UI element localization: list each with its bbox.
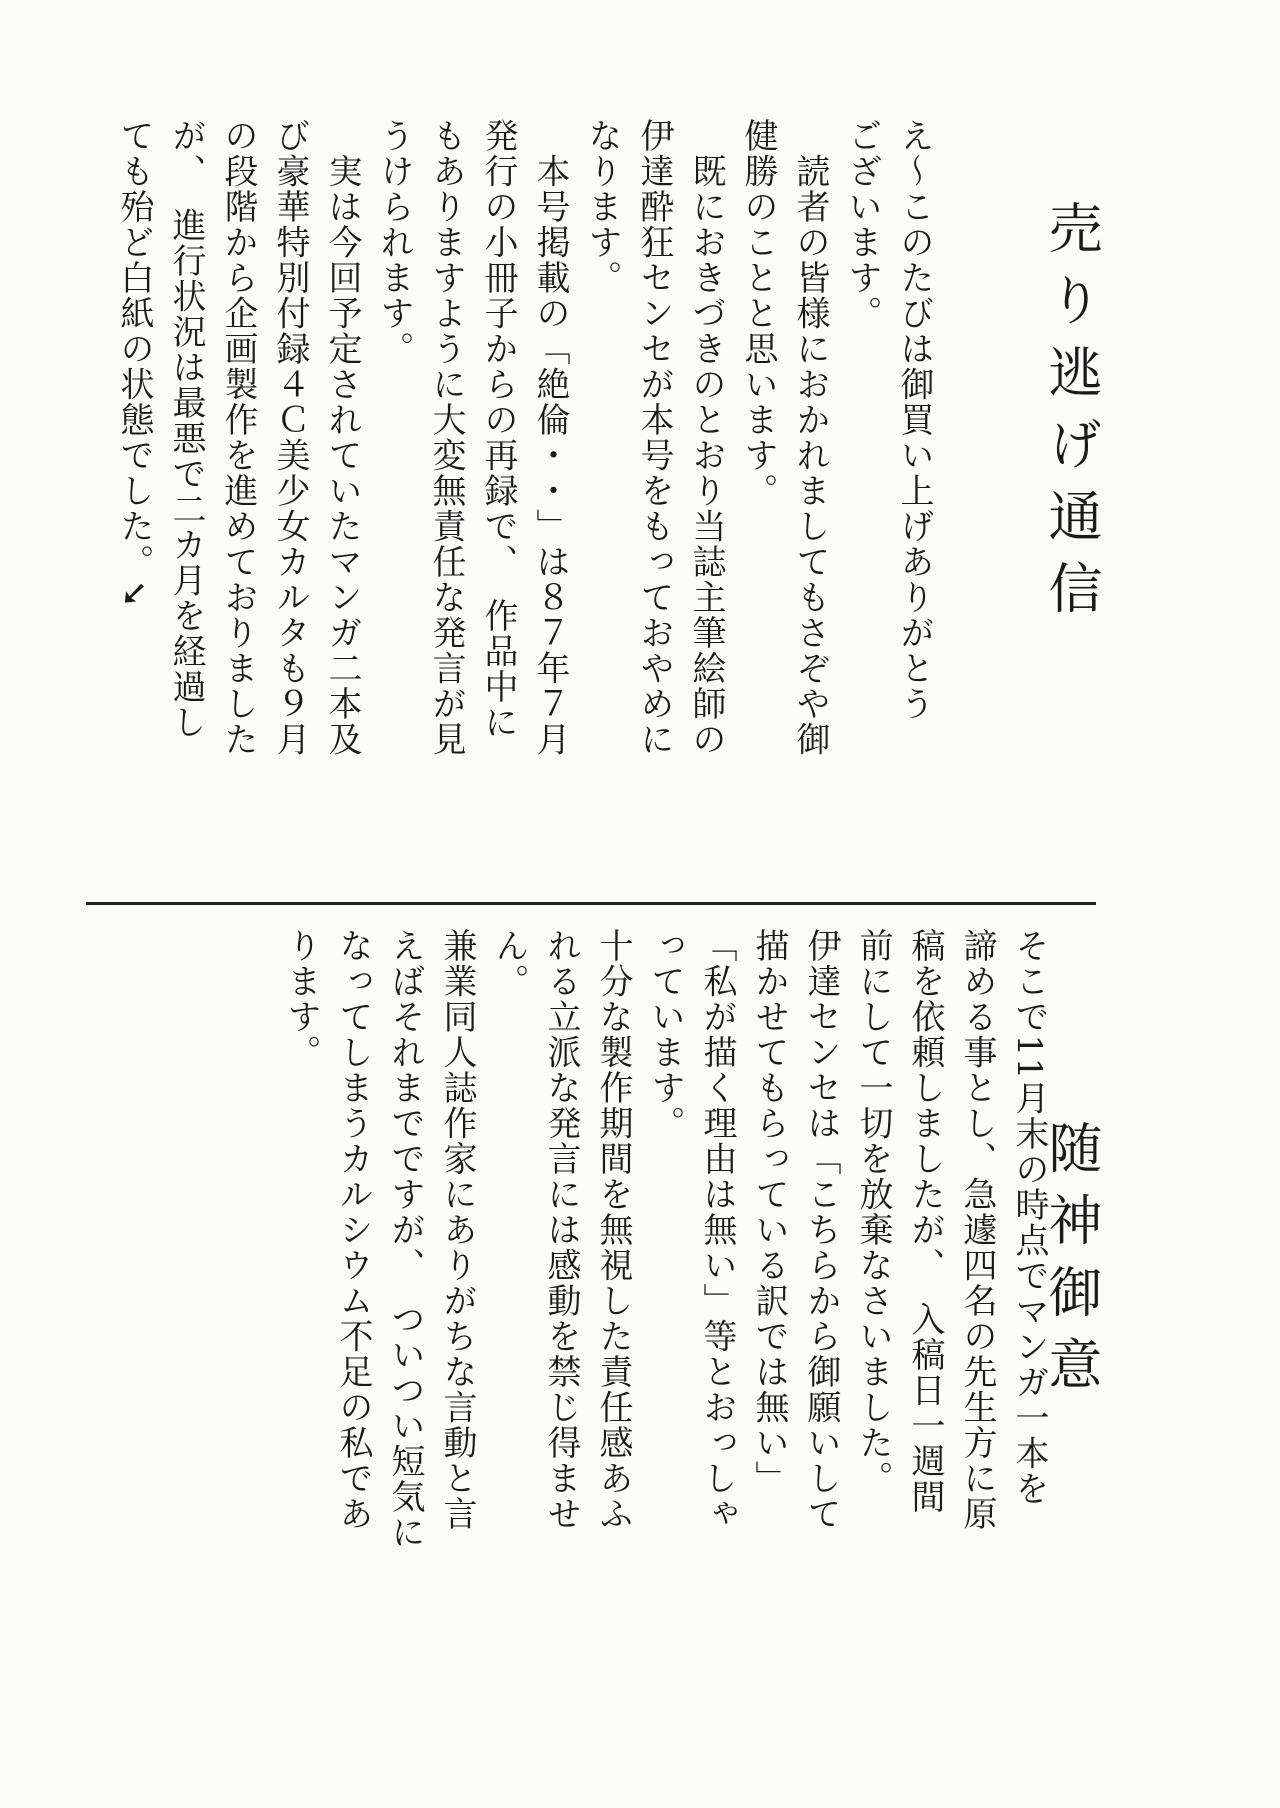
text-line: なってしまうカルシウム不足の私であ <box>333 928 373 1532</box>
text-line: 諦める事とし、急遽四名の先生方に原 <box>957 928 997 1532</box>
text-line: 本号掲載の「絶倫・・」は８７年７月 <box>530 118 570 757</box>
text-line: が、 進行状況は最悪で二カ月を経過し <box>166 118 206 740</box>
bottom-section-body <box>275 928 1055 1748</box>
text-line: ん。 <box>489 928 529 999</box>
text-line: 「私が描く理由は無い」等とおっしゃ <box>697 928 737 1532</box>
text-line: 既におきづきのとおり当誌主筆絵師の <box>686 118 726 757</box>
text-line: ございます。 <box>842 118 882 331</box>
text-line: 健勝のことと思います。 <box>738 118 778 509</box>
text-line: び豪華特別付録４Ｃ美少女カルタも９月 <box>270 118 310 757</box>
text-line: 描かせてもらっている訳では無い」 <box>749 928 789 1496</box>
text-line: そこで11月末の時点でマンガ一本を <box>1009 928 1049 1507</box>
text-line: っています。 <box>645 928 685 1141</box>
text-line: なります。 <box>582 118 622 296</box>
text-line: 読者の皆様におかれましてもさぞや御 <box>790 118 830 757</box>
section-divider <box>86 902 1096 905</box>
text-line: 伊達センセは「こちらから御願いして <box>801 928 841 1532</box>
text-line: え～このたびは御買い上げありがとう <box>894 118 934 722</box>
section-title-kannagara-gyoi: 随神御意 <box>1040 1120 1103 1408</box>
text-line: えばそれまでですが、 ついつい短気に <box>385 928 425 1550</box>
text-line: 兼業同人誌作家にありがちな言動と言 <box>437 928 477 1532</box>
text-line: の段階から企画製作を進めておりました <box>218 118 258 757</box>
section-title-urinige-tsushin: 売り逃げ通信 <box>1040 200 1103 632</box>
text-line: うけられます。 <box>374 118 414 367</box>
text-line: ります。 <box>281 928 321 1070</box>
text-line: 十分な製作期間を無視した責任感あふ <box>593 928 633 1532</box>
text-line: 稿を依頼しましたが、 入稿日一週間 <box>905 928 945 1515</box>
text-line: もありますように大変無責任な発言が見 <box>426 118 466 757</box>
text-line: れる立派な発言には感動を禁じ得ませ <box>541 928 581 1532</box>
text-line: 実は今回予定されていたマンガ二本及 <box>322 118 362 757</box>
top-section-body <box>108 118 940 838</box>
text-line: 発行の小冊子からの再録で、 作品中に <box>478 118 518 740</box>
text-line: 伊達酔狂センセが本号をもっておやめに <box>634 118 674 757</box>
text-line: ても殆ど白紙の状態でした。➘ <box>114 118 154 610</box>
text-line: 前にして一切を放棄なさいました。 <box>853 928 893 1496</box>
